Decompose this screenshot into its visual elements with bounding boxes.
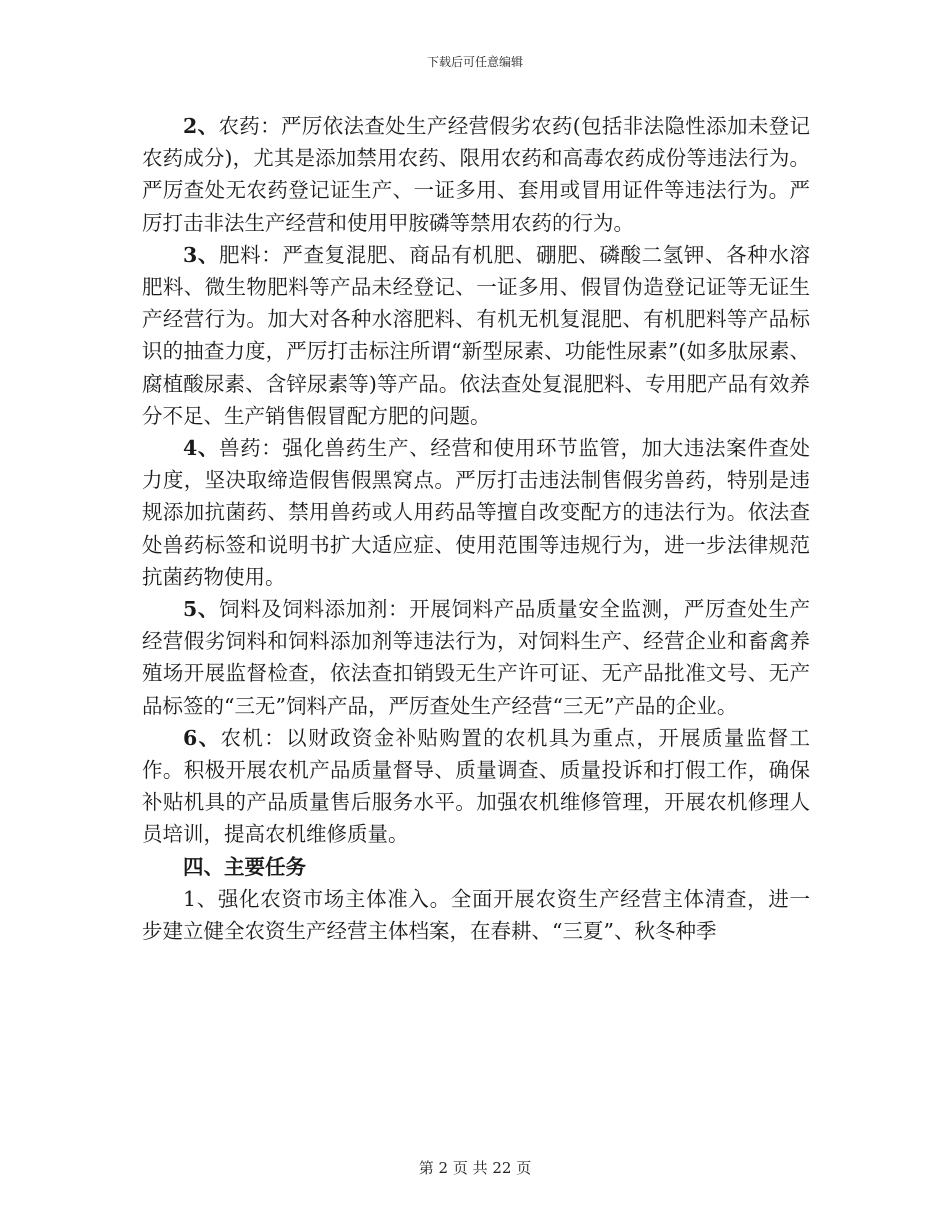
paragraph-veterinary-drugs <box>142 432 810 593</box>
paragraph-text: 饲料及饲料添加剂：开展饲料产品质量安全监测，严厉查处生产经营假劣饲料和饲料添加剂等违法行为，对饲料生产、经营企业和畜禽养殖场开展监督检查，依法查扣销毁无生产许可证、无产品批准文号、无产品标签的“三无”饲料产品，严厉查处生产经营“三无”产品的企业。 <box>142 597 811 718</box>
document-body <box>142 110 810 947</box>
paragraph-text: 强化农资市场主体准入。全面开展农资生产经营主体清查，进一步建立健全农资生产经营主体档案，在春耕、“三夏”、秋冬种季 <box>142 886 811 944</box>
section-heading: 四、主要任务 <box>183 854 306 879</box>
paragraph-text: 农药：严厉依法查处生产经营假劣农药(包括非法隐性添加未登记农药成分)，尤其是添加禁用农药、限用农药和高毒农药成份等违法行为。严厉查处无农药登记证生产、一证多用、套用或冒用证件等违法行为。严厉打击非法生产经营和使用甲胺磷等禁用农药的行为。 <box>142 114 811 235</box>
paragraph-agricultural-machinery <box>142 722 810 851</box>
paragraph-fertilizers <box>142 239 810 432</box>
item-number: 5、 <box>183 597 220 622</box>
paragraph-market-access <box>142 883 810 947</box>
paragraph-text: 兽药：强化兽药生产、经营和使用环节监管，加大违法案件查处力度，坚决取缔造假售假黑窝点。严厉打击违法制售假劣兽药，特别是违规添加抗菌药、禁用兽药或人用药品等擅自改变配方的违法行为。依法查处兽药标签和说明书扩大适应症、使用范围等违规行为，进一步法律规范抗菌药物使用。 <box>142 436 811 589</box>
page-header: 下载后可任意编辑 <box>426 55 523 69</box>
item-number: 2、 <box>183 114 219 138</box>
item-number: 1、 <box>183 886 218 911</box>
item-number: 3、 <box>183 242 220 267</box>
paragraph-feed <box>142 593 810 722</box>
item-number: 6、 <box>183 725 221 750</box>
paragraph-text: 农机：以财政资金补贴购置的农机具为重点，开展质量监督工作。积极开展农机产品质量督导、质量调查、质量投诉和打假工作，确保补贴机具的产品质量售后服务水平。加强农机维修管理，开展农机修理人员培训，提高农机维修质量。 <box>142 725 810 847</box>
item-number: 4、 <box>183 436 220 461</box>
page-footer: 第 2 页 共 22 页 <box>418 1159 532 1177</box>
paragraph-pesticides <box>142 110 810 239</box>
paragraph-text: 肥料：严查复混肥、商品有机肥、硼肥、磷酸二氢钾、各种水溶肥料、微生物肥料等产品未经登记、一证多用、假冒伪造登记证等无证生产经营行为。加大对各种水溶肥料、有机无机复混肥、有机肥料等产品标识的抽查力度，严厉打击标注所谓“新型尿素、功能性尿素”(如多肽尿素、腐植酸尿素、含锌尿素等)等产品。依法查处复混肥料、专用肥产品有效养分不足、生产销售假冒配方肥的问题。 <box>142 242 811 428</box>
